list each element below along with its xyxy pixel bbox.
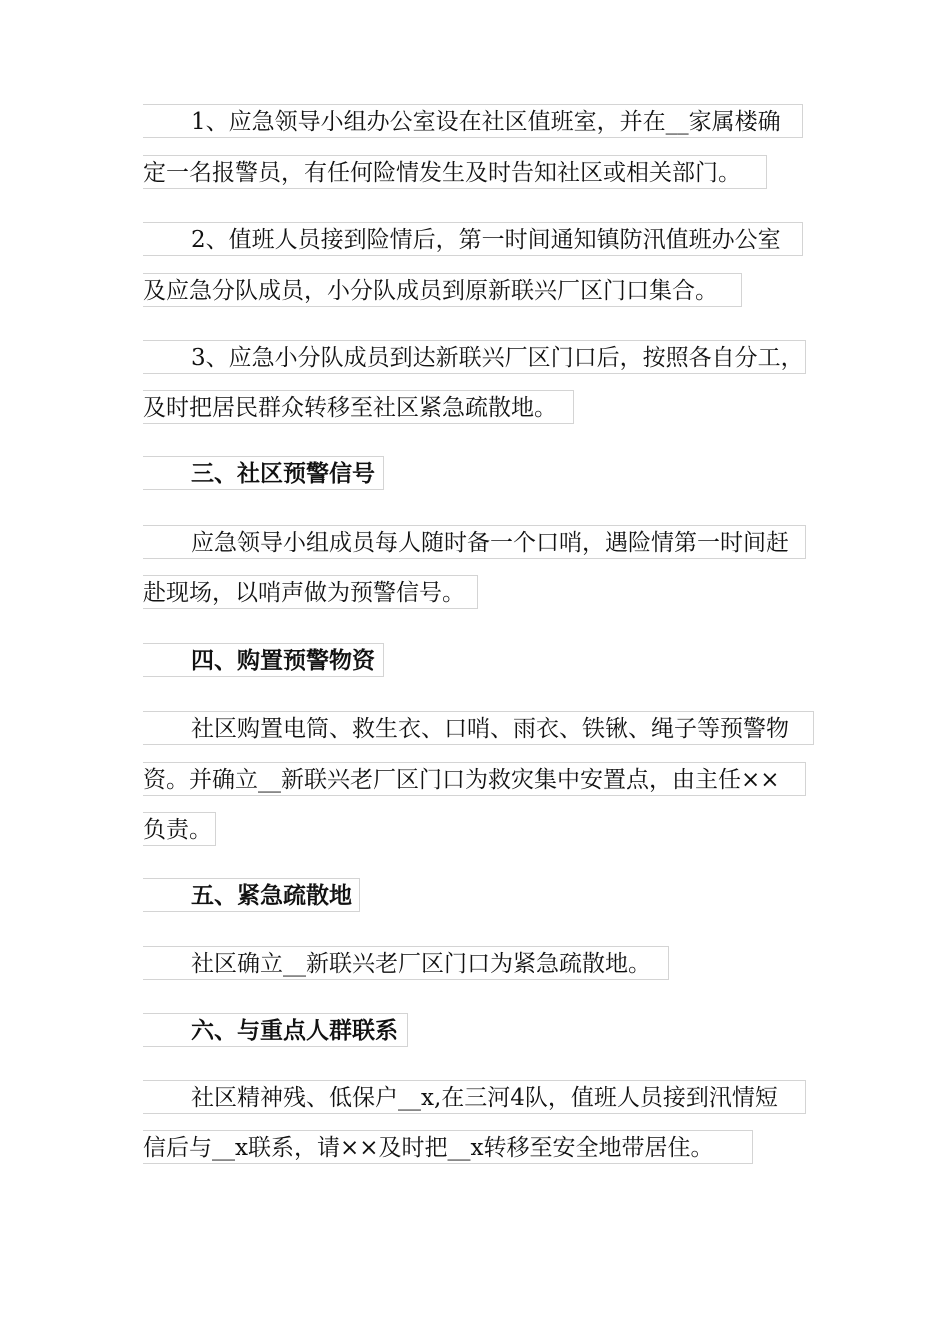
paragraph-5-line-3: 负责。	[143, 812, 216, 846]
paragraph-6-line-1: 社区确立__新联兴老厂区门口为紧急疏散地。	[143, 946, 669, 980]
section-heading-6: 六、与重点人群联系	[143, 1013, 408, 1047]
section-heading-3: 三、社区预警信号	[143, 456, 384, 490]
paragraph-5-line-1: 社区购置电筒、救生衣、口哨、雨衣、铁锹、绳子等预警物	[143, 711, 814, 745]
paragraph-3-line-1: 3、应急小分队成员到达新联兴厂区门口后，按照各自分工，	[143, 340, 806, 374]
paragraph-7-line-2: 信后与__x联系，请××及时把__x转移至安全地带居住。	[143, 1130, 753, 1164]
section-heading-5: 五、紧急疏散地	[143, 878, 360, 912]
paragraph-4-line-2: 赴现场，以哨声做为预警信号。	[143, 575, 478, 609]
paragraph-5-line-2: 资。并确立__新联兴老厂区门口为救灾集中安置点，由主任××	[143, 762, 806, 796]
paragraph-3-line-2: 及时把居民群众转移至社区紧急疏散地。	[143, 390, 574, 424]
paragraph-2-line-1: 2、值班人员接到险情后，第一时间通知镇防汛值班办公室	[143, 222, 803, 256]
paragraph-4-line-1: 应急领导小组成员每人随时备一个口哨，遇险情第一时间赶	[143, 525, 806, 559]
paragraph-1-line-1: 1、应急领导小组办公室设在社区值班室，并在__家属楼确	[143, 104, 803, 138]
paragraph-7-line-1: 社区精神残、低保户__x,在三河4队，值班人员接到汛情短	[143, 1080, 806, 1114]
paragraph-2-line-2: 及应急分队成员，小分队成员到原新联兴厂区门口集合。	[143, 273, 742, 307]
paragraph-1-line-2: 定一名报警员，有任何险情发生及时告知社区或相关部门。	[143, 155, 767, 189]
section-heading-4: 四、购置预警物资	[143, 643, 384, 677]
